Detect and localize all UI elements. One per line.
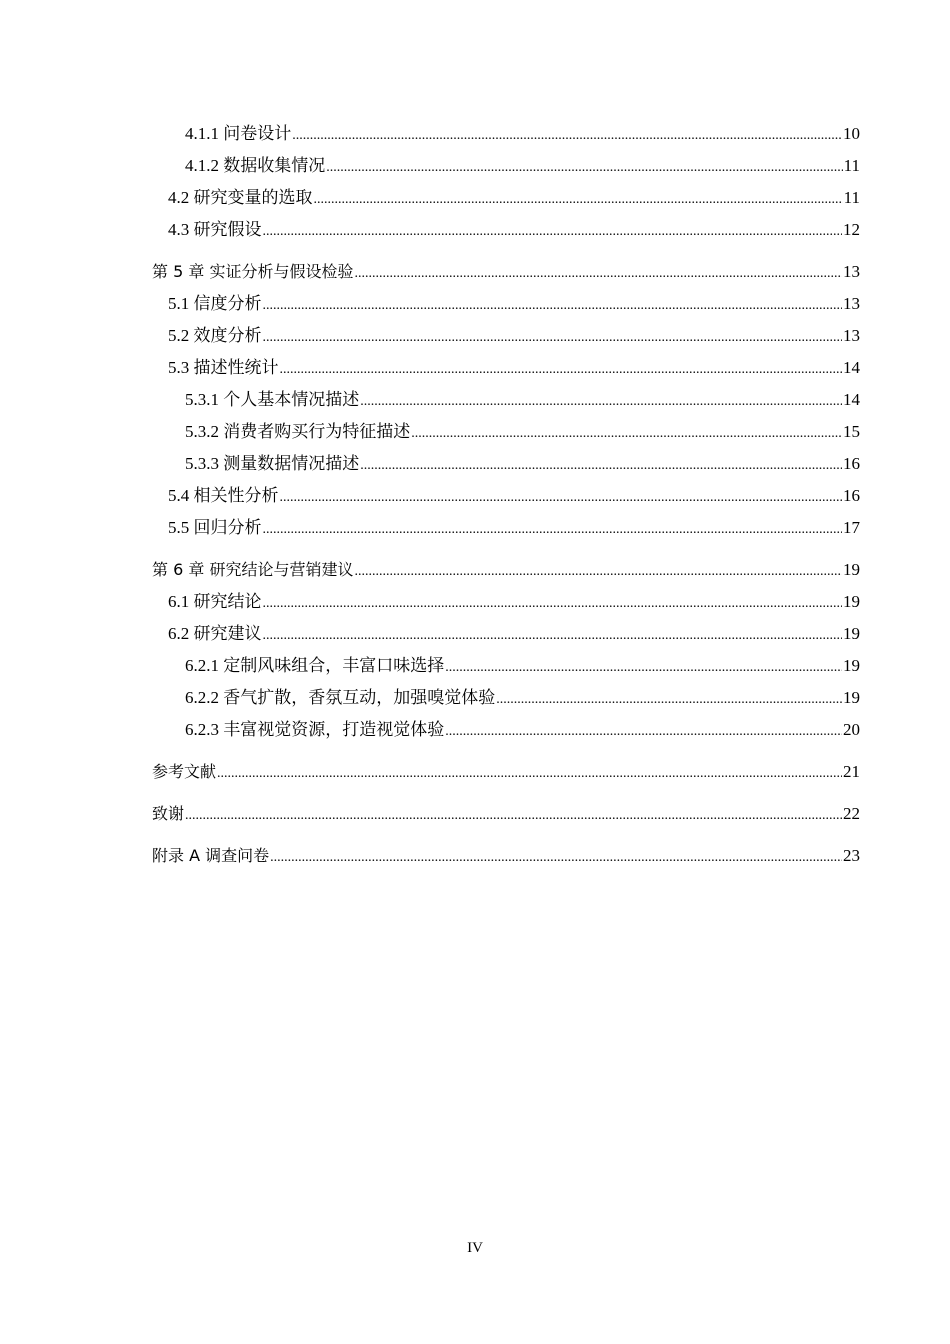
toc-dot-leader <box>411 418 842 450</box>
toc-entry[interactable] <box>152 480 860 512</box>
toc-entry[interactable] <box>152 150 860 182</box>
table-of-contents <box>152 118 860 872</box>
toc-entry-title: 致谢 <box>152 804 185 823</box>
toc-entry-title: 6.2 研究建议 <box>168 624 262 643</box>
toc-entry-page: 14 <box>843 390 860 409</box>
toc-dot-leader <box>217 758 842 790</box>
toc-entry-page: 13 <box>843 262 860 281</box>
toc-entry-page: 19 <box>843 688 860 707</box>
toc-entry-page: 19 <box>843 592 860 611</box>
toc-entry[interactable] <box>152 288 860 320</box>
toc-dot-leader <box>292 120 842 152</box>
toc-entry-title: 5.5 回归分析 <box>168 518 262 537</box>
toc-entry[interactable] <box>152 650 860 682</box>
toc-entry-page: 20 <box>843 720 860 739</box>
toc-entry-title: 参考文献 <box>152 762 217 781</box>
toc-entry-title: 6.1 研究结论 <box>168 592 262 611</box>
toc-entry-page: 12 <box>843 220 860 239</box>
toc-entry[interactable] <box>152 840 860 872</box>
toc-entry[interactable] <box>152 756 860 788</box>
toc-entry[interactable] <box>152 554 860 586</box>
toc-entry[interactable] <box>152 714 860 746</box>
toc-entry-page: 21 <box>843 762 860 781</box>
toc-entry-title: 5.3.2 消费者购买行为特征描述 <box>185 422 411 441</box>
toc-dot-leader <box>354 556 842 588</box>
toc-entry[interactable] <box>152 182 860 214</box>
toc-entry[interactable] <box>152 214 860 246</box>
toc-dot-leader <box>263 588 843 620</box>
toc-entry-page: 23 <box>843 846 860 865</box>
toc-dot-leader <box>263 290 843 322</box>
toc-entry-page: 10 <box>843 124 860 143</box>
toc-entry-title: 5.3 描述性统计 <box>168 358 279 377</box>
toc-entry-page: 13 <box>843 326 860 345</box>
toc-entry-page: 11 <box>843 188 860 207</box>
toc-entry-title: 5.3.3 测量数据情况描述 <box>185 454 360 473</box>
toc-entry-title: 第 6 章 研究结论与营销建议 <box>152 560 354 579</box>
page-number: IV <box>467 1240 483 1256</box>
toc-entry-title: 4.3 研究假设 <box>168 220 262 239</box>
toc-entry[interactable] <box>152 384 860 416</box>
toc-entry-page: 19 <box>843 560 860 579</box>
toc-entry-title: 5.4 相关性分析 <box>168 486 279 505</box>
toc-entry[interactable] <box>152 118 860 150</box>
toc-entry[interactable] <box>152 586 860 618</box>
toc-entry-title: 第 5 章 实证分析与假设检验 <box>152 262 354 281</box>
toc-entry-title: 5.1 信度分析 <box>168 294 262 313</box>
toc-dot-leader <box>360 386 842 418</box>
toc-entry-title: 4.1.1 问卷设计 <box>185 124 292 143</box>
toc-dot-leader <box>263 322 843 354</box>
toc-dot-leader <box>185 800 842 832</box>
toc-entry-page: 22 <box>843 804 860 823</box>
toc-entry-page: 17 <box>843 518 860 537</box>
toc-entry-page: 13 <box>843 294 860 313</box>
toc-dot-leader <box>496 684 842 716</box>
toc-dot-leader <box>326 152 842 184</box>
toc-entry[interactable] <box>152 256 860 288</box>
toc-entry[interactable] <box>152 618 860 650</box>
toc-dot-leader <box>263 216 843 248</box>
toc-entry[interactable] <box>152 512 860 544</box>
toc-entry-title: 附录 A 调查问卷 <box>152 846 270 865</box>
toc-dot-leader <box>280 354 843 386</box>
toc-dot-leader <box>445 652 842 684</box>
toc-dot-leader <box>270 842 842 874</box>
toc-entry-title: 4.2 研究变量的选取 <box>168 188 313 207</box>
toc-entry-page: 14 <box>843 358 860 377</box>
toc-entry-page: 19 <box>843 624 860 643</box>
toc-entry-title: 4.1.2 数据收集情况 <box>185 156 326 175</box>
toc-entry-page: 11 <box>843 156 860 175</box>
toc-dot-leader <box>354 258 842 290</box>
toc-entry-title: 6.2.1 定制风味组合，丰富口味选择 <box>185 656 445 675</box>
toc-entry-title: 5.2 效度分析 <box>168 326 262 345</box>
toc-entry-title: 5.3.1 个人基本情况描述 <box>185 390 360 409</box>
toc-entry-page: 15 <box>843 422 860 441</box>
toc-entry[interactable] <box>152 682 860 714</box>
toc-dot-leader <box>445 716 842 748</box>
toc-entry-page: 16 <box>843 454 860 473</box>
toc-dot-leader <box>263 514 843 546</box>
toc-entry[interactable] <box>152 320 860 352</box>
toc-dot-leader <box>263 620 843 652</box>
toc-entry[interactable] <box>152 448 860 480</box>
toc-dot-leader <box>360 450 842 482</box>
toc-entry-page: 19 <box>843 656 860 675</box>
toc-entry-page: 16 <box>843 486 860 505</box>
toc-entry[interactable] <box>152 416 860 448</box>
toc-dot-leader <box>280 482 843 514</box>
toc-entry-title: 6.2.3 丰富视觉资源，打造视觉体验 <box>185 720 445 739</box>
toc-entry-title: 6.2.2 香气扩散，香氛互动，加强嗅觉体验 <box>185 688 496 707</box>
toc-entry[interactable] <box>152 352 860 384</box>
toc-entry[interactable] <box>152 798 860 830</box>
toc-dot-leader <box>314 184 843 216</box>
